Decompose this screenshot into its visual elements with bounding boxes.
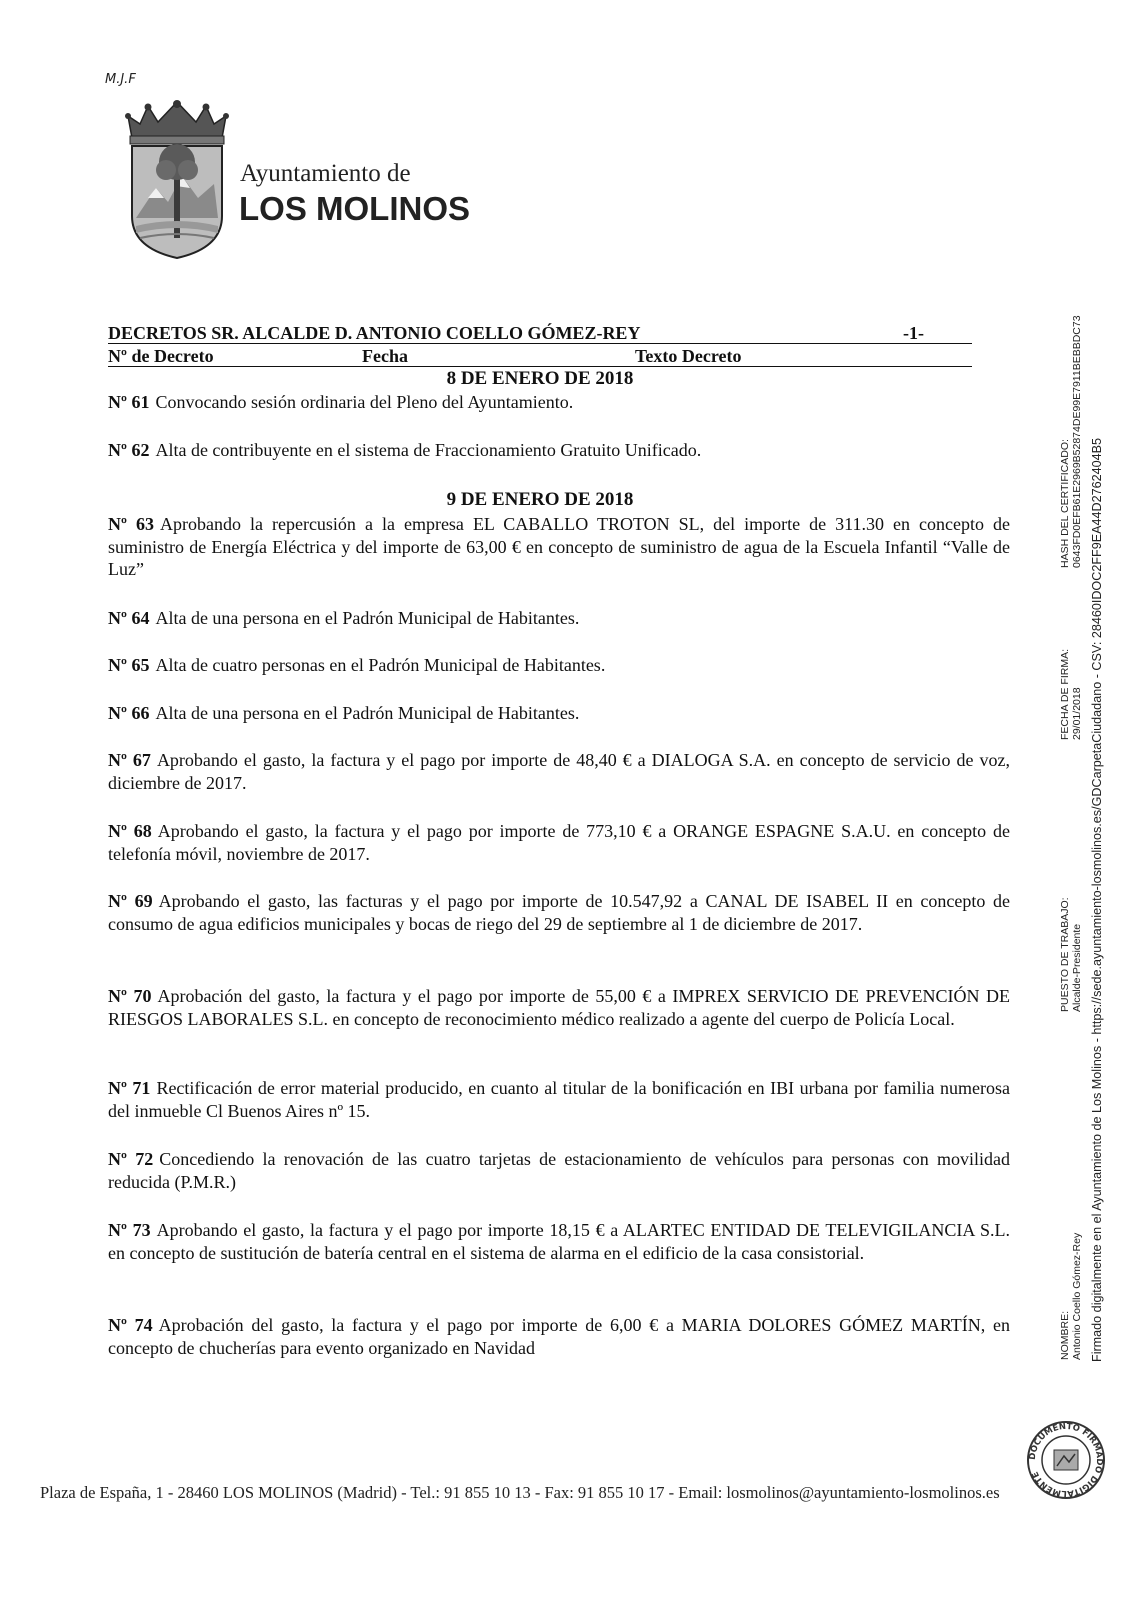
decree-number: Nº 66 [108, 703, 150, 723]
decree-number: Nº 63 [108, 514, 154, 534]
decree-number: Nº 70 [108, 986, 152, 1006]
decree-text: Alta de cuatro personas en el Padrón Municipal de Habitantes. [155, 655, 606, 675]
decree-text: Aprobando la repercusión a la empresa EL CABALLO TROTON SL, del importe de 311.30 en concepto de suministro de Energía Eléctrica y del importe de 63,00 € en concepto de suministro de agua de la Escuela Infantil “Valle de Luz” [108, 514, 1011, 579]
decree-text: Alta de una persona en el Padrón Municipal de Habitantes. [155, 608, 580, 628]
signature-puesto [1059, 897, 1083, 1012]
decree-number: Nº 74 [108, 1315, 153, 1335]
seal-text: DOCUMENTO FIRMADO DIGITALMENTE [1027, 1421, 1105, 1499]
decree-text: Aprobando el gasto, la factura y el pago por importe de 773,10 € a ORANGE ESPAGNE S.A.U. en concepto de telefonía móvil, noviembre de 2017. [108, 821, 1010, 864]
decree-text: Aprobando el gasto, la factura y el pago por importe 18,15 € a ALARTEC ENTIDAD DE TELEVIGILANCIA S.L. en concepto de sustitución de batería central en el sistema de alarma en el edificio de la casa consistorial. [108, 1220, 1010, 1263]
decree-text: Aprobando el gasto, la factura y el pago por importe de 48,40 € a DIALOGA S.A. en concepto de servicio de voz, diciembre de 2017. [108, 750, 1010, 793]
page-number: -1- [903, 323, 924, 343]
column-headers [108, 346, 972, 367]
column-header-texto: Texto Decreto [635, 346, 742, 366]
decree-entry [108, 820, 1010, 865]
decree-text: Aprobación del gasto, la factura y el pago por importe de 55,00 € a IMPREX SERVICIO DE PREVENCIÓN DE RIESGOS LABORALES S.L. en concepto de reconocimiento médico realizado a agente del cuerpo de Policía Local. [108, 986, 1010, 1029]
decree-entry [108, 890, 1010, 935]
decree-number: Nº 61 [108, 392, 150, 412]
date-heading: 9 DE ENERO DE 2018 [446, 489, 634, 510]
decree-number: Nº 73 [108, 1220, 151, 1240]
document-title-row [108, 323, 972, 344]
decree-text: Aprobando el gasto, las facturas y el pago por importe de 10.547,92 a CANAL DE ISABEL II en concepto de consumo de agua edificios municipales y bocas de riego del 29 de septiembre al 1 de diciembre de 2017. [108, 891, 1010, 934]
decree-number: Nº 68 [108, 821, 152, 841]
signature-puesto-value: Alcalde-Presidente [1071, 923, 1083, 1012]
footer-contact: Plaza de España, 1 - 28460 LOS MOLINOS (Madrid) - Tel.: 91 855 10 13 - Fax: 91 855 10 17 - Email: losmolinos@ayuntamiento-losmolinos.es [40, 1483, 1000, 1502]
decree-text: Alta de contribuyente en el sistema de Fraccionamiento Gratuito Unificado. [155, 440, 702, 460]
signature-nombre-value: Antonio Coello Gómez-Rey [1071, 1232, 1083, 1360]
coat-of-arms-icon [118, 98, 236, 260]
signature-hash-label: HASH DEL CERTIFICADO: [1059, 439, 1071, 568]
decree-entry [108, 654, 1010, 677]
decree-text: Concediendo la renovación de las cuatro tarjetas de estacionamiento de vehículos para personas con movilidad reducida (P.M.R.) [108, 1149, 1010, 1192]
column-header-fecha: Fecha [362, 346, 408, 366]
signature-nombre [1059, 1233, 1083, 1360]
decree-text: Alta de una persona en el Padrón Municipal de Habitantes. [155, 703, 580, 723]
signature-hash [1059, 315, 1083, 568]
decree-entry [108, 702, 1010, 725]
decree-entry [108, 513, 1010, 581]
decree-number: Nº 67 [108, 750, 151, 770]
handwritten-initials: M.J.F [105, 72, 136, 87]
decree-number: Nº 72 [108, 1149, 154, 1169]
decree-number: Nº 69 [108, 891, 153, 911]
decree-entry [108, 391, 1010, 414]
decree-number: Nº 62 [108, 440, 150, 460]
decree-entry [108, 749, 1010, 794]
decree-entry [108, 439, 1010, 462]
decree-entry [108, 1077, 1010, 1122]
decree-entry [108, 607, 1010, 630]
decree-number: Nº 64 [108, 608, 150, 628]
decree-entry [108, 1148, 1010, 1193]
decree-text: Rectificación de error material producido, en cuanto al titular de la bonificación en IBI urbana por familia numerosa del inmueble Cl Buenos Aires nº 15. [108, 1078, 1010, 1121]
signature-fecha [1059, 649, 1083, 740]
signature-csv-line: Firmado digitalmente en el Ayuntamiento de Los Molinos - https://sede.ayuntamiento-losmolinos.es/GDCarpetaCiudadano - CSV: 28460IDOC2FF9EA44D2762404B5 [1090, 437, 1104, 1362]
signature-nombre-label: NOMBRE: [1059, 1310, 1071, 1360]
decree-entry [108, 1219, 1010, 1264]
signature-hash-value: 0643FD0EFB61E2969B52874DE99E7911BEBBDC73 [1071, 315, 1083, 568]
date-heading: 8 DE ENERO DE 2018 [446, 368, 634, 389]
document-title: DECRETOS SR. ALCALDE D. ANTONIO COELLO GÓMEZ-REY [108, 323, 641, 343]
org-name-line1: Ayuntamiento de [240, 160, 411, 187]
decree-entry [108, 1314, 1010, 1359]
signature-puesto-label: PUESTO DE TRABAJO: [1059, 897, 1071, 1012]
decree-text: Aprobación del gasto, la factura y el pago por importe de 6,00 € a MARIA DOLORES GÓMEZ MARTÍN, en concepto de chucherías para evento organizado en Navidad [108, 1315, 1010, 1358]
decree-number: Nº 71 [108, 1078, 151, 1098]
decree-number: Nº 65 [108, 655, 150, 675]
decree-text: Convocando sesión ordinaria del Pleno del Ayuntamiento. [155, 392, 574, 412]
column-header-decreto: Nº de Decreto [108, 346, 214, 366]
decree-entry [108, 985, 1010, 1030]
org-name-line2: LOS MOLINOS [239, 190, 470, 227]
signature-fecha-label: FECHA DE FIRMA: [1059, 648, 1071, 740]
signature-fecha-value: 29/01/2018 [1071, 687, 1083, 740]
